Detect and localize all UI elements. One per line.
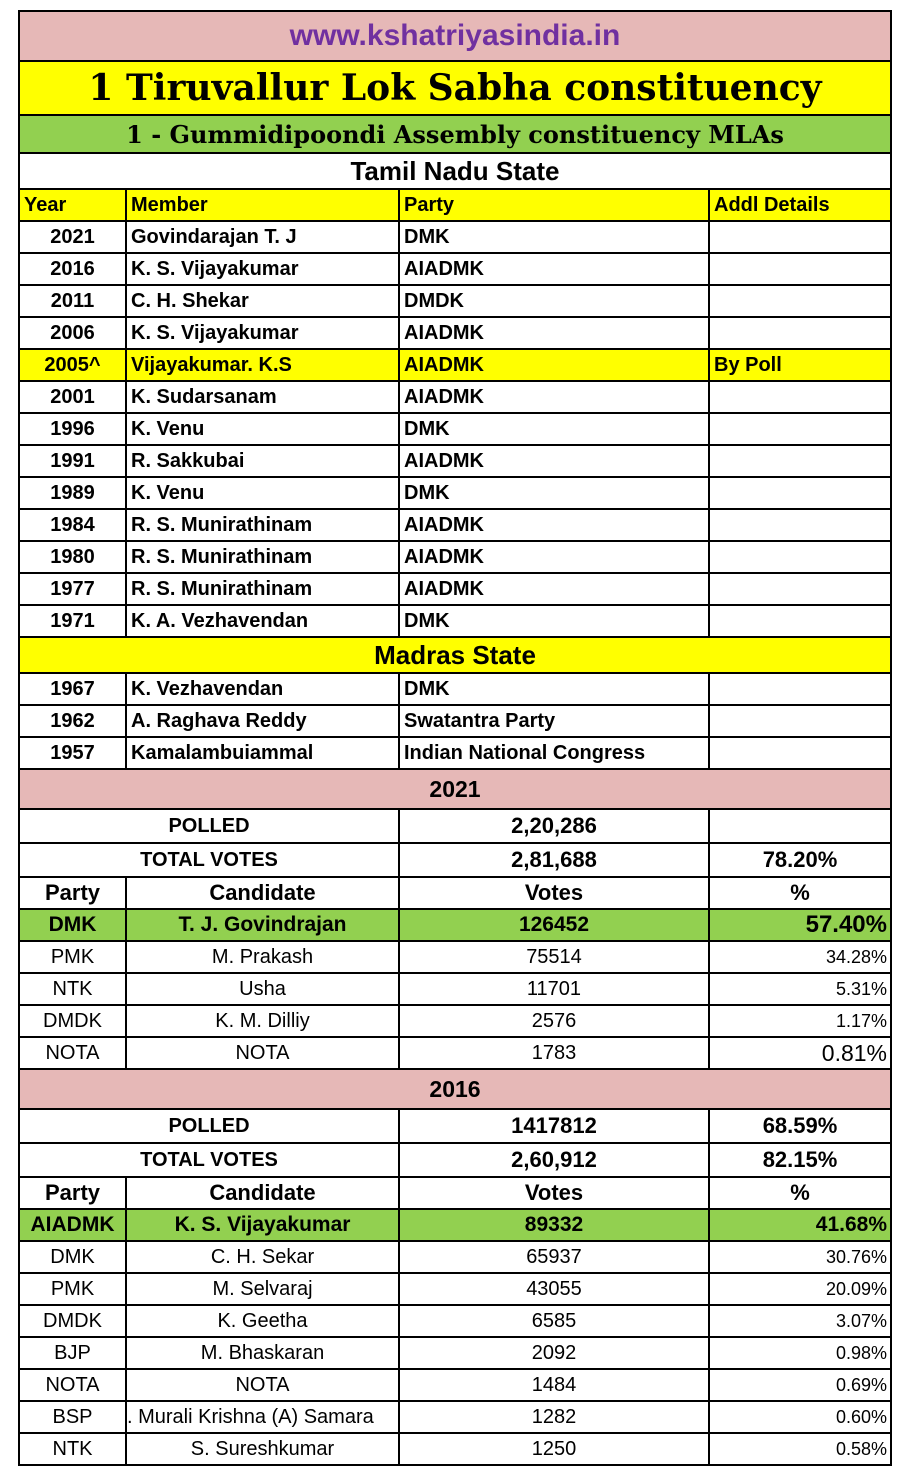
candidate-name: Usha	[127, 974, 400, 1004]
mla-addl-details	[710, 606, 890, 636]
mla-party: DMK	[400, 478, 710, 508]
assembly-banner	[20, 116, 890, 154]
assembly-title: 1 - Gummidipoondi Assembly constituency MLAs	[20, 116, 890, 152]
total-votes-percent: 82.15%	[762, 1147, 838, 1172]
tamil-nadu-heading: Tamil Nadu State	[350, 155, 560, 186]
candidate-name: M. Bhaskaran	[127, 1338, 400, 1368]
mla-addl-details	[710, 574, 890, 604]
candidate-percent: 0.81%	[821, 1039, 887, 1066]
addl-details-header: Addl Details	[714, 193, 830, 216]
percent-column-header: %	[790, 1180, 810, 1205]
candidate-percent: 30.76%	[825, 1246, 887, 1267]
mla-addl-details	[710, 510, 890, 540]
party-column-header: Party	[20, 1178, 127, 1208]
mla-row	[20, 286, 890, 318]
candidate-party: PMK	[20, 1274, 127, 1304]
winner-votes: 126452	[400, 910, 710, 940]
mla-year: 2011	[20, 286, 127, 316]
mla-header-row	[20, 190, 890, 222]
polled-row	[20, 810, 890, 844]
mla-party: AIADMK	[400, 350, 710, 380]
mla-addl-details	[710, 542, 890, 572]
mla-year: 1991	[20, 446, 127, 476]
tamil-nadu-mla-list	[20, 222, 890, 638]
mla-party: Swatantra Party	[400, 706, 710, 736]
candidate-row	[20, 1370, 890, 1402]
tamil-nadu-banner	[20, 154, 890, 190]
candidate-percent: 0.58%	[835, 1438, 887, 1459]
candidate-party: NOTA	[20, 1370, 127, 1400]
winner-percent: 41.68%	[815, 1213, 887, 1236]
polled-label: POLLED	[20, 810, 400, 842]
mla-addl-details	[710, 318, 890, 348]
winner-party: DMK	[20, 910, 127, 940]
total-votes-label: TOTAL VOTES	[20, 844, 400, 876]
lok-sabha-title: 1 Tiruvallur Lok Sabha constituency	[20, 62, 890, 114]
mla-member: K. Sudarsanam	[127, 382, 400, 412]
mla-party: AIADMK	[400, 574, 710, 604]
mla-party: AIADMK	[400, 318, 710, 348]
candidate-votes: 1282	[400, 1402, 710, 1432]
mla-row	[20, 350, 890, 382]
candidate-name: C. H. Sekar	[127, 1242, 400, 1272]
mla-year: 1980	[20, 542, 127, 572]
candidate-party: NOTA	[20, 1038, 127, 1068]
candidate-percent: 1.17%	[835, 1010, 887, 1031]
mla-addl-details	[710, 254, 890, 284]
candidate-column-header: Candidate	[127, 1178, 400, 1208]
mla-member: R. Sakkubai	[127, 446, 400, 476]
polled-percent: 68.59%	[762, 1113, 838, 1138]
candidate-row	[20, 974, 890, 1006]
total-votes-value: 2,81,688	[400, 844, 710, 876]
polled-label: POLLED	[20, 1110, 400, 1142]
candidate-party: DMK	[20, 1242, 127, 1272]
candidate-party: NTK	[20, 1434, 127, 1464]
mla-year: 1984	[20, 510, 127, 540]
mla-row	[20, 222, 890, 254]
mla-year: 1977	[20, 574, 127, 604]
mla-row	[20, 706, 890, 738]
mla-addl-details: By Poll	[714, 353, 782, 376]
candidate-votes: 2092	[400, 1338, 710, 1368]
polled-value: 2,20,286	[400, 810, 710, 842]
percent-column-header: %	[790, 880, 810, 905]
result-year-banner	[20, 770, 890, 810]
member-header: Member	[127, 190, 400, 220]
mla-member: C. H. Shekar	[127, 286, 400, 316]
polled-row	[20, 1110, 890, 1144]
lok-sabha-banner	[20, 62, 890, 116]
candidate-votes: 1484	[400, 1370, 710, 1400]
candidate-votes: 43055	[400, 1274, 710, 1304]
constituency-sheet	[18, 10, 892, 1466]
candidate-party: BJP	[20, 1338, 127, 1368]
mla-addl-details	[710, 738, 890, 768]
candidate-percent: 3.07%	[835, 1310, 887, 1331]
winner-candidate: K. S. Vijayakumar	[127, 1210, 400, 1240]
winner-row	[20, 1210, 890, 1242]
candidate-votes: 6585	[400, 1306, 710, 1336]
result-year-banner	[20, 1070, 890, 1110]
mla-row	[20, 510, 890, 542]
candidate-name: S. Sureshkumar	[127, 1434, 400, 1464]
madras-banner	[20, 638, 890, 674]
result-header-row	[20, 878, 890, 910]
mla-year: 1957	[20, 738, 127, 768]
mla-party: DMK	[400, 606, 710, 636]
candidate-party: DMDK	[20, 1306, 127, 1336]
candidate-votes: 11701	[400, 974, 710, 1004]
mla-year: 1996	[20, 414, 127, 444]
candidate-row	[20, 1402, 890, 1434]
mla-party: DMK	[400, 674, 710, 704]
candidate-votes: 2576	[400, 1006, 710, 1036]
mla-party: Indian National Congress	[400, 738, 710, 768]
mla-member: Vijayakumar. K.S	[127, 350, 400, 380]
result-year: 2021	[20, 770, 890, 808]
candidate-votes: 65937	[400, 1242, 710, 1272]
candidate-party: DMDK	[20, 1006, 127, 1036]
candidate-row	[20, 1038, 890, 1070]
mla-member: K. S. Vijayakumar	[127, 318, 400, 348]
candidate-name: . Murali Krishna (A) Samara	[127, 1402, 400, 1432]
mla-member: A. Raghava Reddy	[127, 706, 400, 736]
mla-row	[20, 574, 890, 606]
mla-addl-details	[710, 478, 890, 508]
site-banner	[20, 12, 890, 62]
mla-row	[20, 478, 890, 510]
madras-mla-list	[20, 674, 890, 770]
year-header: Year	[20, 190, 127, 220]
mla-party: AIADMK	[400, 542, 710, 572]
candidate-row	[20, 1242, 890, 1274]
candidate-column-header: Candidate	[127, 878, 400, 908]
mla-member: R. S. Munirathinam	[127, 542, 400, 572]
mla-year: 2006	[20, 318, 127, 348]
total-votes-percent: 78.20%	[762, 847, 838, 872]
mla-member: Govindarajan T. J	[127, 222, 400, 252]
election-results	[20, 770, 890, 1466]
mla-member: R. S. Munirathinam	[127, 510, 400, 540]
mla-year: 2005^	[20, 350, 127, 380]
candidate-name: NOTA	[127, 1370, 400, 1400]
mla-member: K. Vezhavendan	[127, 674, 400, 704]
candidate-percent: 34.28%	[825, 946, 887, 967]
candidate-row	[20, 1434, 890, 1466]
winner-row	[20, 910, 890, 942]
mla-year: 1962	[20, 706, 127, 736]
candidate-party: PMK	[20, 942, 127, 972]
site-url[interactable]: www.kshatriyasindia.in	[20, 12, 890, 60]
mla-party: DMK	[400, 222, 710, 252]
mla-row	[20, 446, 890, 478]
mla-year: 2021	[20, 222, 127, 252]
candidate-votes: 1783	[400, 1038, 710, 1068]
mla-addl-details	[710, 674, 890, 704]
mla-row	[20, 606, 890, 638]
candidate-row	[20, 942, 890, 974]
candidate-row	[20, 1306, 890, 1338]
mla-party: AIADMK	[400, 382, 710, 412]
party-column-header: Party	[20, 878, 127, 908]
total-votes-row	[20, 1144, 890, 1178]
mla-row	[20, 382, 890, 414]
candidate-row	[20, 1338, 890, 1370]
mla-row	[20, 414, 890, 446]
result-header-row	[20, 1178, 890, 1210]
mla-year: 2001	[20, 382, 127, 412]
result-year: 2016	[20, 1070, 890, 1108]
mla-row	[20, 738, 890, 770]
polled-value: 1417812	[400, 1110, 710, 1142]
mla-addl-details	[710, 706, 890, 736]
candidate-name: M. Selvaraj	[127, 1274, 400, 1304]
winner-candidate: T. J. Govindrajan	[127, 910, 400, 940]
mla-row	[20, 542, 890, 574]
total-votes-label: TOTAL VOTES	[20, 1144, 400, 1176]
candidate-votes: 75514	[400, 942, 710, 972]
winner-percent: 57.40%	[805, 911, 887, 938]
candidate-row	[20, 1006, 890, 1038]
candidate-name: K. Geetha	[127, 1306, 400, 1336]
mla-member: K. Venu	[127, 414, 400, 444]
candidate-percent: 20.09%	[825, 1278, 887, 1299]
mla-addl-details	[710, 446, 890, 476]
mla-member: K. Venu	[127, 478, 400, 508]
mla-row	[20, 254, 890, 286]
candidate-percent: 0.98%	[835, 1342, 887, 1363]
candidate-party: NTK	[20, 974, 127, 1004]
candidate-name: K. M. Dilliy	[127, 1006, 400, 1036]
mla-row	[20, 674, 890, 706]
candidate-votes: 1250	[400, 1434, 710, 1464]
candidate-party: BSP	[20, 1402, 127, 1432]
candidate-row	[20, 1274, 890, 1306]
mla-addl-details	[710, 286, 890, 316]
candidate-percent: 0.69%	[835, 1374, 887, 1395]
winner-party: AIADMK	[20, 1210, 127, 1240]
mla-party: AIADMK	[400, 446, 710, 476]
polled-percent	[710, 810, 890, 842]
mla-party: DMDK	[400, 286, 710, 316]
mla-member: K. A. Vezhavendan	[127, 606, 400, 636]
mla-year: 1989	[20, 478, 127, 508]
candidate-name: NOTA	[127, 1038, 400, 1068]
candidate-percent: 5.31%	[835, 978, 887, 999]
mla-party: AIADMK	[400, 510, 710, 540]
votes-column-header: Votes	[400, 878, 710, 908]
candidate-percent: 0.60%	[835, 1406, 887, 1427]
mla-addl-details	[710, 222, 890, 252]
mla-member: Kamalambuiammal	[127, 738, 400, 768]
mla-member: R. S. Munirathinam	[127, 574, 400, 604]
madras-heading: Madras State	[20, 638, 890, 672]
mla-member: K. S. Vijayakumar	[127, 254, 400, 284]
candidate-name: M. Prakash	[127, 942, 400, 972]
mla-year: 1967	[20, 674, 127, 704]
mla-row	[20, 318, 890, 350]
total-votes-value: 2,60,912	[400, 1144, 710, 1176]
mla-year: 1971	[20, 606, 127, 636]
mla-addl-details	[710, 382, 890, 412]
mla-addl-details	[710, 414, 890, 444]
mla-party: DMK	[400, 414, 710, 444]
party-header: Party	[400, 190, 710, 220]
winner-votes: 89332	[400, 1210, 710, 1240]
mla-year: 2016	[20, 254, 127, 284]
mla-party: AIADMK	[400, 254, 710, 284]
total-votes-row	[20, 844, 890, 878]
votes-column-header: Votes	[400, 1178, 710, 1208]
